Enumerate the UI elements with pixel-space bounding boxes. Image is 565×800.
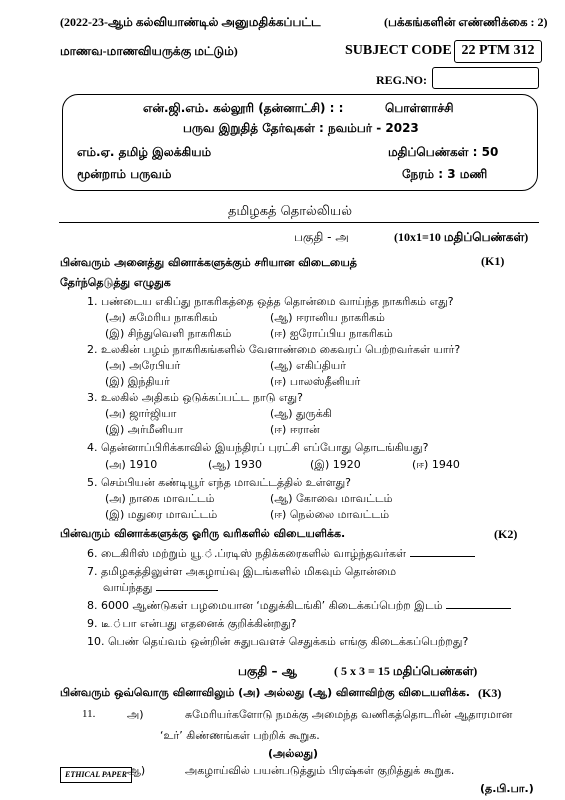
part-a-label: பகுதி - அ: [294, 230, 349, 244]
option: (ஆ) 1930: [208, 458, 262, 471]
question-8: 8. 6000 ஆண்டுகள் பழமையான ‘மதுக்கிடங்கி’ கிடைக்கப்பெற்ற இடம்: [87, 599, 511, 614]
question-4: 4. தென்னாப்பிரிக்காவில் இயந்திரப் புரட்சி எப்போது தொடங்கியது?: [87, 441, 429, 454]
question-10: 10. பெண் தெய்வம் ஒன்றின் சுதுபவளச் செதுக்கம் எங்கு கிடைக்கப்பெற்றது?: [87, 635, 469, 648]
divider: [59, 222, 539, 223]
question-11a: சுமேரியர்களோடு நமக்கு அமைந்த வணிகத்தொடரின் ஆதாரமான: [185, 708, 513, 721]
question-11b: அகழாய்வில் பயன்படுத்தும் பிரஷ்கள் குறித்துக் கூறுக.: [185, 764, 455, 777]
question-3: 3. உலகில் அதிகம் ஒடுக்கப்பட்ட நாடு எது?: [87, 391, 303, 404]
or-label: (அல்லது): [268, 747, 319, 760]
subject-code-label: SUBJECT CODE: [345, 43, 452, 58]
part-a-level: (K1): [481, 254, 505, 268]
batch-note-2: மாணவ-மாணவியருக்கு மட்டும்): [60, 44, 238, 58]
college-place: பொள்ளாச்சி: [385, 101, 454, 115]
option: (அ) சுமேரிய நாகரிகம்: [105, 311, 218, 324]
pages-note: (பக்கங்களின் எண்ணிக்கை : 2): [384, 15, 548, 29]
question-11-number: 11.: [82, 708, 96, 720]
option: (அ) 1910: [105, 458, 158, 471]
part-b-marks: ( 5 x 3 = 15 மதிப்பெண்கள்): [334, 664, 478, 678]
question-11b-label: ஆ): [127, 764, 146, 777]
option: (இ) மதுரை மாவட்டம்: [105, 508, 218, 521]
paper-title: தமிழகத் தொல்லியல்: [228, 204, 352, 219]
part-a-instruction: பின்வரும் அனைத்து வினாக்களுக்கும் சரியான விடையைத்: [60, 256, 357, 269]
option: (ஈ) 1940: [412, 458, 460, 471]
college-name: என்.ஜி.எம். கல்லூரி (தன்னாட்சி) : :: [143, 101, 344, 115]
option: (அ) அரேபியர்: [105, 359, 181, 372]
question-7: 7. தமிழகத்திலுள்ள அகழாய்வு இடங்களில் மிகவும் தொன்மை: [87, 565, 397, 578]
exam-name: பருவ இறுதித் தேர்வுகள் : நவம்பர் - 2023: [183, 121, 419, 135]
option: (அ) ஜார்ஜியா: [105, 407, 177, 420]
semester: மூன்றாம் பருவம்: [77, 167, 172, 181]
part-a-level-b: (K2): [494, 527, 518, 541]
batch-note: (2022-23-ஆம் கல்வியாண்டில் அனுமதிக்கப்பட்ட: [60, 15, 321, 29]
part-b-instruction: பின்வரும் ஒவ்வொரு வினாவிலும் (அ) அல்லது (ஆ) வினாவிற்கு விடையளிக்க.: [60, 686, 470, 699]
part-a-marks: (10x1=10 மதிப்பெண்கள்): [394, 230, 529, 244]
option: (ஆ) கோவை மாவட்டம்: [270, 492, 393, 505]
option: (ஈ) ஈரான்: [270, 423, 320, 436]
reg-no-label: REG.NO:: [376, 73, 427, 87]
ethical-paper-tag: ETHICAL PAPER: [60, 767, 132, 783]
question-2: 2. உலகின் பழம் நாகரிகங்களில் வேளாண்மை கைவரப் பெற்றவர்கள் யார்?: [87, 343, 461, 356]
option: (ஆ) எகிப்தியர்: [270, 359, 346, 372]
question-6: 6. டைகிரிஸ் மற்றும் யூ.்.ப்ரடிஸ் நதிக்கரைகளில் வாழ்ந்தவர்கள்: [87, 547, 475, 562]
question-5: 5. செம்பியன் கண்டியூர் எந்த மாவட்டத்தில் உள்ளது?: [87, 476, 352, 489]
part-a-instruction-2: தேர்ந்தெடுத்து எழுதுக: [60, 276, 171, 289]
question-9: 9. டீ.்பா என்பது எதனைக் குறிக்கின்றது?: [87, 617, 297, 630]
course-name: எம்.ஏ. தமிழ் இலக்கியம்: [77, 145, 212, 159]
option: (இ) 1920: [310, 458, 361, 471]
option: (ஈ) பாலஸ்தீனியர்: [270, 375, 361, 388]
part-b-label: பகுதி – ஆ: [238, 664, 297, 678]
time: நேரம் : 3 மணி: [402, 167, 488, 181]
question-7-cont: வாய்ந்தது: [103, 581, 218, 596]
option: (இ) அர்மீனியா: [105, 423, 183, 436]
total-marks: மதிப்பெண்கள் : 50: [388, 145, 499, 159]
option: (ஆ) துருக்கி: [270, 407, 332, 420]
part-a-instruction-b: பின்வரும் வினாக்களுக்கு ஓரிரு வரிகளில் விடையளிக்க.: [60, 527, 346, 540]
option: (இ) இந்தியர்: [105, 375, 170, 388]
option: (ஈ) ஐரோப்பிய நாகரிகம்: [270, 327, 393, 340]
question-1: 1. பண்டைய எகிப்து நாகரிகத்தை ஒத்த தொன்மை வாய்ந்த நாகரிகம் எது?: [87, 295, 454, 308]
part-b-level: (K3): [478, 686, 502, 700]
option: (அ) நாகை மாவட்டம்: [105, 492, 215, 505]
question-11a-cont: ‘உர்’ கிண்ணங்கள் பற்றிக் கூறுக.: [160, 729, 320, 742]
question-11a-label: அ): [127, 708, 144, 721]
option: (ஆ) ஈரானிய நாகரிகம்: [270, 311, 385, 324]
pto-label: (த.பி.பா.): [480, 782, 534, 795]
option: (ஈ) நெல்லை மாவட்டம்: [270, 508, 390, 521]
reg-no-field[interactable]: [432, 67, 539, 89]
subject-code: 22 PTM 312: [454, 40, 542, 63]
option: (இ) சிந்துவெளி நாகரிகம்: [105, 327, 232, 340]
